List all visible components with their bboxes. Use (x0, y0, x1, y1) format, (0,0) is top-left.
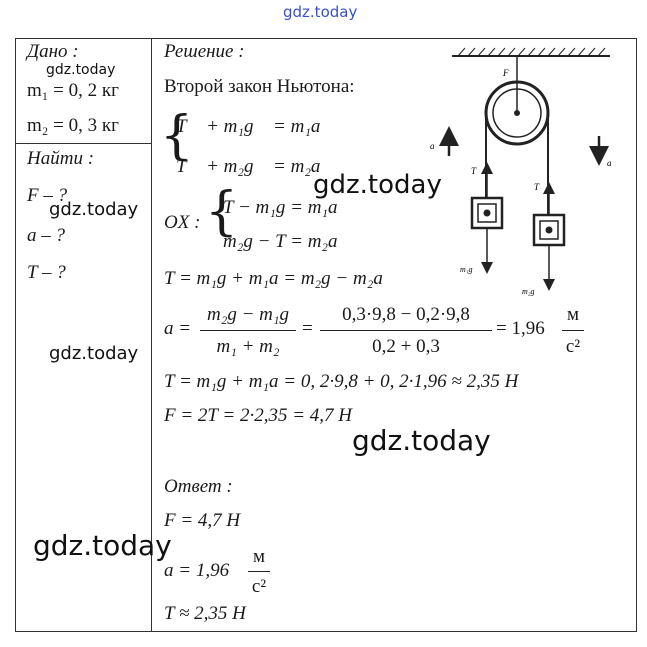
watermark: gdz.today (46, 62, 116, 78)
ox-eq-1: T − m₁g = m₁a (223, 197, 338, 218)
label-m1g: m₁g (460, 265, 473, 274)
answer-a: a = 1,96 (164, 560, 230, 581)
a-unit-den: с² (565, 336, 581, 357)
given-m2: m₂ = 0, 3 кг (27, 115, 119, 136)
label-a-right: a (607, 158, 612, 168)
vector-eq-2: T⃗ + m₂g⃗ = m₂a⃗ (176, 156, 336, 177)
given-m1: m₁ = 0, 2 кг (27, 80, 119, 101)
system-brace: { (160, 106, 194, 166)
watermark: gdz.today (49, 343, 139, 364)
answer-a-unit-num: м (252, 546, 266, 567)
watermark: gdz.today (352, 424, 491, 457)
a-fraction-bar (200, 330, 296, 331)
answer-t: T ≈ 2,35 Н (164, 603, 246, 624)
answer-a-unit-den: с² (251, 576, 267, 597)
ox-brace: { (205, 182, 239, 242)
given-divider (15, 143, 152, 144)
force-calc: F = 2T = 2·2,35 = 4,7 Н (164, 405, 353, 426)
watermark: gdz.today (313, 170, 442, 200)
tension-equation: T = m₁g + m₁a = m₂g − m₂a (164, 268, 383, 289)
solution-header: Решение : (164, 41, 245, 62)
a-numerator: m₂g − m₁g (207, 304, 289, 325)
watermark: gdz.today (33, 529, 172, 562)
label-t2: T (534, 182, 540, 192)
find-f: F – ? (27, 185, 68, 206)
a-equals: = (302, 318, 313, 339)
label-a-left: a (430, 141, 435, 151)
answer-header: Ответ : (164, 476, 233, 497)
given-header: Дано : (27, 41, 79, 62)
ox-eq-2: m₂g − T = m₂a (223, 231, 338, 252)
find-t: T – ? (27, 262, 66, 283)
pulley-diagram (420, 40, 635, 300)
newton-law-title: Второй закон Ньютона: (164, 76, 355, 97)
a-numerator-values: 0,3·9,8 − 0,2·9,8 (342, 304, 470, 325)
label-t1: T (471, 166, 477, 176)
tension-calc: T = m₁g + m₁a = 0, 2·9,8 + 0, 2·1,96 ≈ 2,35 Н (164, 371, 519, 392)
watermark: gdz.today (49, 199, 139, 220)
label-m2g: m₂g (522, 287, 535, 296)
vector-eq-1: T⃗ + m₁g⃗ = m₁a⃗ (176, 116, 336, 137)
a-denominator: m₁ + m₂ (216, 336, 280, 357)
ox-label: OX : (164, 212, 201, 233)
a-unit-bar (562, 330, 584, 331)
label-f: F (503, 68, 509, 78)
answer-f: F = 4,7 Н (164, 510, 241, 531)
watermark-top: gdz.today (283, 3, 358, 21)
a-lhs: a = (164, 318, 192, 339)
a-result: = 1,96 (496, 318, 545, 339)
find-a: a – ? (27, 225, 65, 246)
a-unit-num: м (566, 304, 580, 325)
answer-a-unit-bar (248, 571, 270, 572)
a-values-bar (320, 330, 492, 331)
find-header: Найти : (27, 148, 95, 169)
a-denominator-values: 0,2 + 0,3 (372, 336, 440, 357)
